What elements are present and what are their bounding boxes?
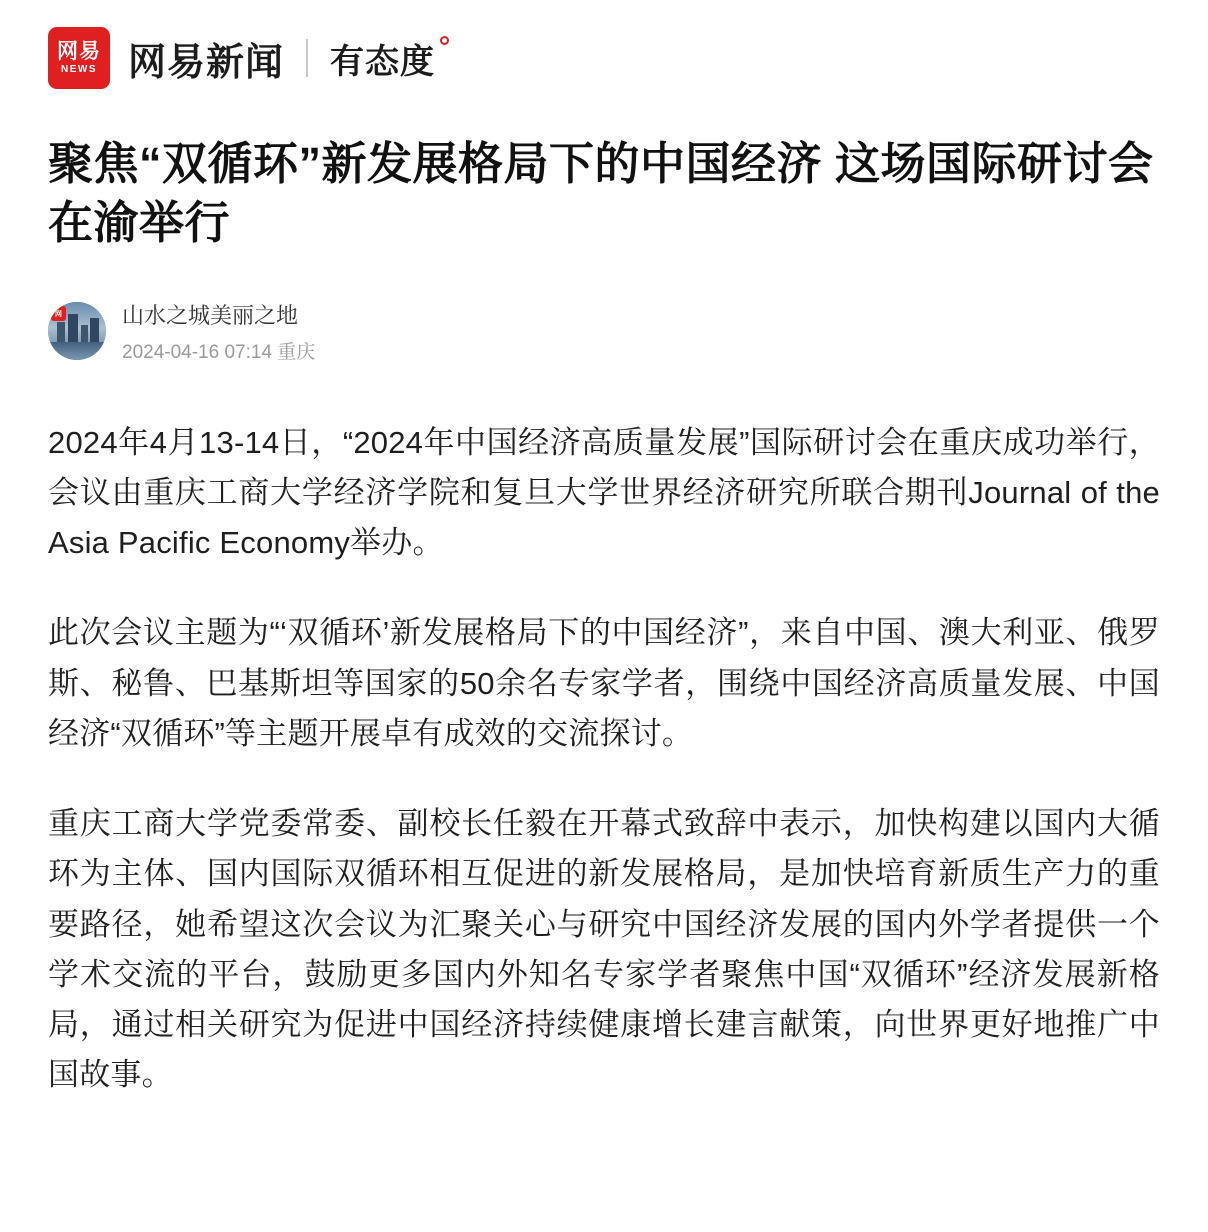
avatar-building <box>68 314 78 342</box>
avatar-water <box>48 342 106 360</box>
page-title: 聚焦“双循环”新发展格局下的中国经济 这场国际研讨会在渝举行 <box>48 138 1154 249</box>
logo-en-text: NEWS <box>61 64 97 75</box>
site-slogan <box>330 34 449 83</box>
site-slogan-text: 有态度 <box>330 42 436 81</box>
byline <box>48 299 1160 364</box>
publish-meta: 2024-04-16 07:14 重庆 <box>122 341 316 363</box>
avatar-building <box>57 322 65 342</box>
avatar-building <box>81 325 88 342</box>
avatar[interactable] <box>48 302 106 360</box>
netease-news-logo[interactable] <box>48 27 110 89</box>
byline-text <box>122 299 315 364</box>
avatar-badge-icon: 网 <box>51 306 66 321</box>
article-paragraph: 重庆工商大学党委常委、副校长任毅在开幕式致辞中表示，加快构建以国内大循环为主体、国内国际双循环相互促进的新发展格局，是加快培育新质生产力的重要路径，她希望这次会议为汇聚关心与研究中国经济发展的国内外学者提供一个学术交流的平台，鼓励更多国内外知名专家学者聚焦中国“双循环”经济发展新格局，通过相关研究为促进中国经济持续健康增长建言献策，向世界更好地推广中国故事。 <box>48 806 1160 1093</box>
avatar-building <box>90 318 99 342</box>
slogan-dot-icon <box>440 36 449 45</box>
author-name[interactable]: 山水之城美丽之地 <box>122 302 299 328</box>
article-body <box>48 418 1160 1101</box>
site-name: 网易新闻 <box>128 41 285 84</box>
logo-cn-text: 网易 <box>57 40 101 63</box>
header-divider <box>306 39 308 77</box>
article-paragraph: 此次会议主题为“‘双循环’新发展格局下的中国经济”，来自中国、澳大利亚、俄罗斯、秘鲁、巴基斯坦等国家的50余名专家学者，围绕中国经济高质量发展、中国经济“双循环”等主题开展卓有成效的交流探讨。 <box>48 615 1160 751</box>
article-paragraph: 2024年4月13-14日，“2024年中国经济高质量发展”国际研讨会在重庆成功举行，会议由重庆工商大学经济学院和复旦大学世界经济研究所联合期刊Journal of the Asia Pacific Economy举办。 <box>48 424 1160 561</box>
site-header <box>48 26 1160 90</box>
